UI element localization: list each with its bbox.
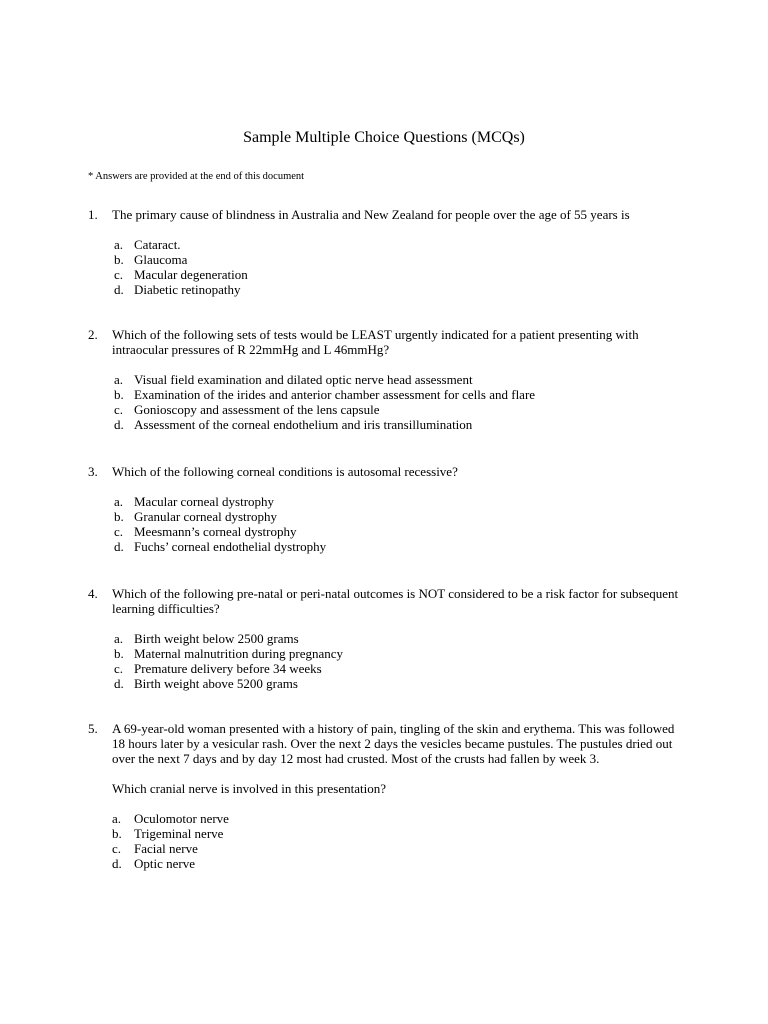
question-text: A 69-year-old woman presented with a history of pain, tingling of the skin and erythema. This was followed 18 hours later by a vesicular rash. Over the next 2 days the vesicles became pustules. The pustules dried out over the next 7 days and by day 12 most had crusted. Most of the crusts had fallen by week 3. xyxy=(112,721,675,766)
option-letter: c. xyxy=(114,524,124,539)
option-c xyxy=(88,402,688,417)
option-letter: d. xyxy=(114,417,124,432)
option-letter: c. xyxy=(112,841,122,856)
options-list xyxy=(88,237,688,297)
option-text: Birth weight above 5200 grams xyxy=(134,676,298,691)
option-letter: b. xyxy=(112,826,122,841)
option-letter: c. xyxy=(114,661,124,676)
option-c xyxy=(88,267,688,282)
option-a xyxy=(88,811,688,826)
question-number: 5. xyxy=(88,721,98,736)
option-a xyxy=(88,631,688,646)
option-text: Oculomotor nerve xyxy=(134,811,229,826)
option-letter: a. xyxy=(114,372,124,387)
option-text: Cataract. xyxy=(134,237,181,252)
option-letter: d. xyxy=(114,676,124,691)
option-d xyxy=(88,676,688,691)
option-text: Glaucoma xyxy=(134,252,188,267)
options-list xyxy=(88,631,688,691)
option-text: Meesmann’s corneal dystrophy xyxy=(134,524,297,539)
option-c xyxy=(88,841,688,856)
question-4 xyxy=(88,586,688,691)
question-text: Which of the following corneal conditions is autosomal recessive? xyxy=(112,464,458,479)
option-letter: d. xyxy=(114,282,124,297)
option-b xyxy=(88,387,688,402)
answers-note: * Answers are provided at the end of this document xyxy=(88,171,305,182)
option-text: Optic nerve xyxy=(134,856,196,871)
question-number: 4. xyxy=(88,586,98,601)
option-text: Premature delivery before 34 weeks xyxy=(134,661,322,676)
option-text: Birth weight below 2500 grams xyxy=(134,631,299,646)
option-b xyxy=(88,509,688,524)
option-text: Visual field examination and dilated optic nerve head assessment xyxy=(134,372,473,387)
option-b xyxy=(88,646,688,661)
question-subtext: Which cranial nerve is involved in this presentation? xyxy=(112,781,386,796)
option-letter: a. xyxy=(114,631,124,646)
option-text: Macular corneal dystrophy xyxy=(134,494,275,509)
option-d xyxy=(88,282,688,297)
option-text: Trigeminal nerve xyxy=(134,826,224,841)
question-number: 2. xyxy=(88,327,98,342)
option-text: Examination of the irides and anterior chamber assessment for cells and flare xyxy=(134,387,536,402)
option-letter: b. xyxy=(114,387,124,402)
option-letter: a. xyxy=(114,494,124,509)
option-text: Facial nerve xyxy=(134,841,198,856)
question-2 xyxy=(88,327,688,432)
question-number: 1. xyxy=(88,207,98,222)
page-title: Sample Multiple Choice Questions (MCQs) xyxy=(243,129,525,146)
option-letter: d. xyxy=(112,856,122,871)
option-a xyxy=(88,494,688,509)
option-text: Maternal malnutrition during pregnancy xyxy=(134,646,344,661)
question-5 xyxy=(88,721,688,871)
option-a xyxy=(88,237,688,252)
option-text: Fuchs’ corneal endothelial dystrophy xyxy=(134,539,327,554)
options-list xyxy=(88,811,688,871)
option-b xyxy=(88,252,688,267)
option-d xyxy=(88,856,688,871)
option-c xyxy=(88,661,688,676)
option-letter: b. xyxy=(114,509,124,524)
option-d xyxy=(88,539,688,554)
option-letter: b. xyxy=(114,646,124,661)
option-letter: c. xyxy=(114,267,124,282)
option-text: Gonioscopy and assessment of the lens capsule xyxy=(134,402,380,417)
option-b xyxy=(88,826,688,841)
option-text: Diabetic retinopathy xyxy=(134,282,241,297)
options-list xyxy=(88,372,688,432)
option-letter: a. xyxy=(114,237,124,252)
option-text: Macular degeneration xyxy=(134,267,248,282)
option-a xyxy=(88,372,688,387)
option-d xyxy=(88,417,688,432)
option-text: Assessment of the corneal endothelium and iris transillumination xyxy=(134,417,473,432)
question-1 xyxy=(88,207,688,297)
question-text: The primary cause of blindness in Australia and New Zealand for people over the age of 55 years is xyxy=(112,207,630,222)
question-number: 3. xyxy=(88,464,98,479)
option-letter: c. xyxy=(114,402,124,417)
option-text: Granular corneal dystrophy xyxy=(134,509,277,524)
option-letter: d. xyxy=(114,539,124,554)
option-c xyxy=(88,524,688,539)
option-letter: b. xyxy=(114,252,124,267)
question-3 xyxy=(88,464,688,554)
question-text: Which of the following sets of tests would be LEAST urgently indicated for a patient presenting with intraocular pressures of R 22mmHg and L 46mmHg? xyxy=(112,327,639,357)
options-list xyxy=(88,494,688,554)
question-text: Which of the following pre-natal or peri-natal outcomes is NOT considered to be a risk factor for subsequent learning difficulties? xyxy=(112,586,679,616)
option-letter: a. xyxy=(112,811,122,826)
